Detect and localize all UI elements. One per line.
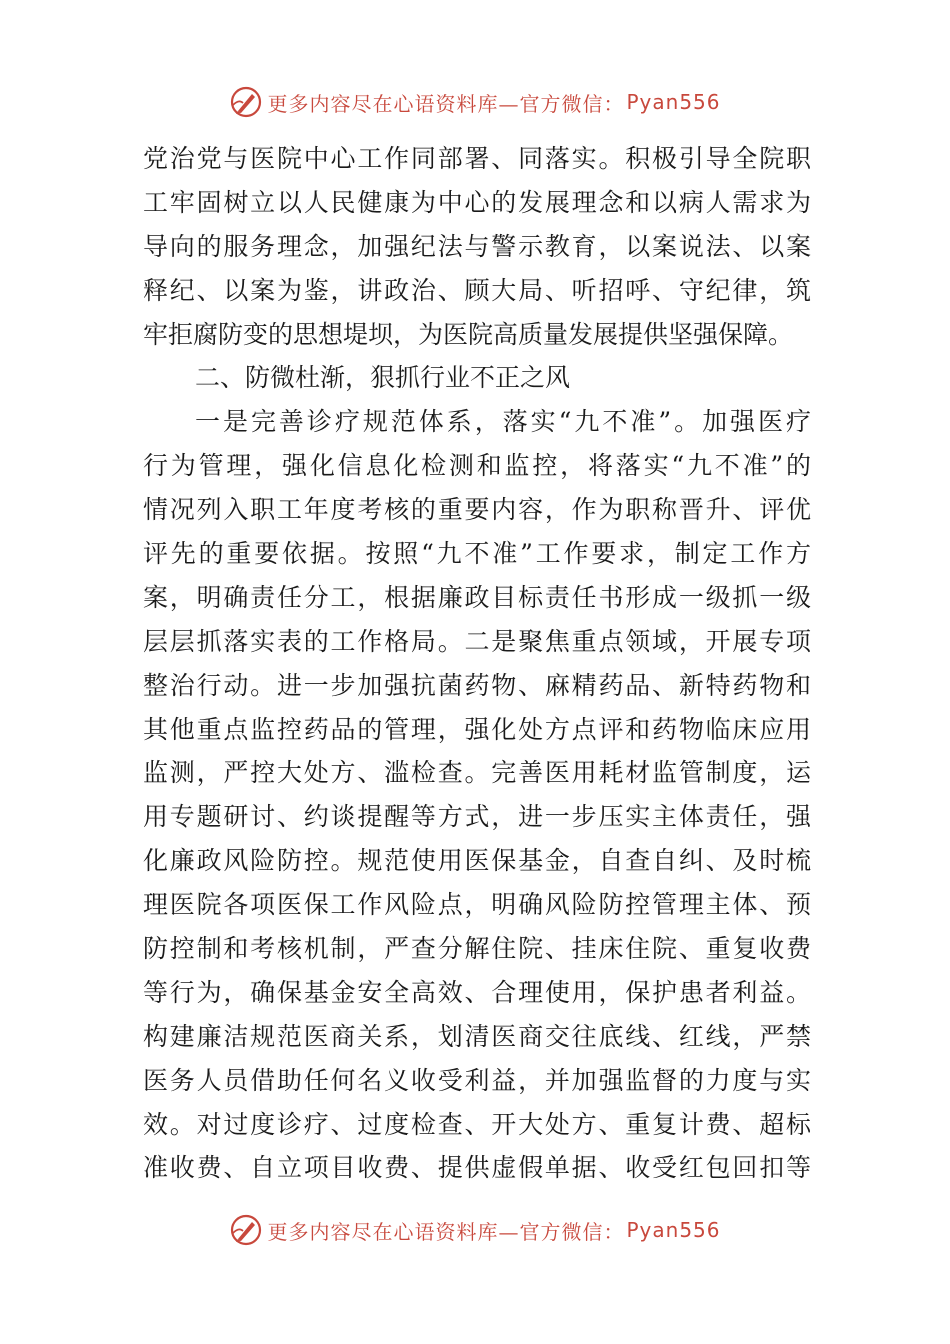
watermark-handle: Pyan556 bbox=[626, 1218, 721, 1242]
text-line: 其他重点监控药品的管理，强化处方点评和药物临床应用 bbox=[143, 714, 811, 744]
text-line: 化廉政风险防控。规范使用医保基金，自查自纠、及时梳 bbox=[143, 846, 811, 876]
watermark-handle: Pyan556 bbox=[626, 90, 721, 114]
watermark-header bbox=[0, 80, 950, 124]
text-line: 等行为，确保基金安全高效、合理使用，保护患者利益。 bbox=[143, 977, 811, 1007]
text-line: 行为管理，强化信息化检测和监控，将落实“九不准”的 bbox=[143, 451, 811, 481]
text-line: 工牢固树立以人民健康为中心的发展理念和以病人需求为 bbox=[143, 187, 811, 217]
text-line: 一是完善诊疗规范体系，落实“九不准”。加强医疗 bbox=[195, 407, 811, 437]
text-line: 监测，严控大处方、滥检查。完善医用耗材监管制度，运 bbox=[143, 758, 811, 788]
text-line: 党治党与医院中心工作同部署、同落实。积极引导全院职 bbox=[143, 144, 811, 173]
watermark-text: 更多内容尽在心语资料库—官方微信： bbox=[267, 91, 625, 116]
watermark-footer bbox=[0, 1208, 950, 1252]
text-line: 效。对过度诊疗、过度检查、开大处方、重复计费、超标 bbox=[143, 1109, 811, 1139]
section-heading: 二、防微杜渐，狠抓行业不正之风 bbox=[195, 363, 571, 393]
text-line: 案，明确责任分工，根据廉政目标责任书形成一级抓一级 bbox=[143, 582, 811, 612]
text-line: 医务人员借助任何名义收受利益，并加强监督的力度与实 bbox=[143, 1065, 811, 1095]
text-line: 评先的重要依据。按照“九不准”工作要求，制定工作方 bbox=[143, 539, 811, 569]
text-line: 构建廉洁规范医商关系，划清医商交往底线、红线，严禁 bbox=[143, 1021, 811, 1051]
text-line: 情况列入职工年度考核的重要内容，作为职称晋升、评优 bbox=[143, 495, 811, 525]
text-line: 释纪、以案为鉴，讲政治、顾大局、听招呼、守纪律，筑 bbox=[143, 275, 811, 305]
pen-logo-icon bbox=[229, 85, 263, 119]
document-body bbox=[143, 137, 811, 1190]
watermark-text: 更多内容尽在心语资料库—官方微信： bbox=[267, 1219, 625, 1244]
text-line: 准收费、自立项目收费、提供虚假单据、收受红包回扣等 bbox=[143, 1153, 811, 1183]
text-line: 整治行动。进一步加强抗菌药物、麻精药品、新特药物和 bbox=[143, 670, 811, 700]
text-line: 理医院各项医保工作风险点，明确风险防控管理主体、预 bbox=[143, 890, 811, 920]
text-line: 导向的服务理念，加强纪法与警示教育，以案说法、以案 bbox=[143, 231, 811, 261]
text-line: 牢拒腐防变的思想堤坝，为医院高质量发展提供坚强保障。 bbox=[143, 319, 794, 349]
text-line: 防控制和考核机制，严查分解住院、挂床住院、重复收费 bbox=[143, 934, 811, 964]
text-line: 层层抓落实表的工作格局。二是聚焦重点领域，开展专项 bbox=[143, 626, 811, 656]
text-line: 用专题研讨、约谈提醒等方式，进一步压实主体责任，强 bbox=[143, 802, 811, 832]
pen-logo-icon bbox=[229, 1213, 263, 1247]
